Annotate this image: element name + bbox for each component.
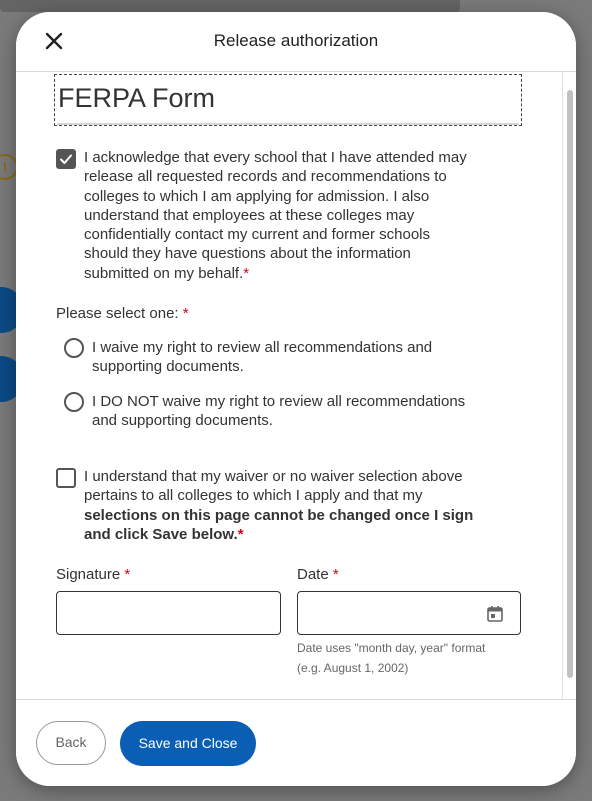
acknowledge-text <box>84 148 554 283</box>
waiver-option-line: I waive my right to review all recommendations and <box>92 339 433 356</box>
acknowledge-line: understand that employees at these colleges may <box>84 206 415 224</box>
acknowledge-line: confidentially contact my current and former schools <box>84 226 430 244</box>
acknowledge-line <box>84 264 554 283</box>
no-waiver-radio[interactable] <box>64 392 84 412</box>
dialog-title: Release authorization <box>213 31 379 50</box>
acknowledge-line: should they have questions about the information <box>84 245 411 263</box>
form-title: FERPA Form <box>58 83 216 113</box>
no-waiver-option-label <box>92 392 552 431</box>
date-label-text: Date <box>297 566 329 583</box>
date-input[interactable] <box>297 591 521 635</box>
waiver-option-label <box>92 338 542 377</box>
signature-label <box>56 566 130 583</box>
waiver-prompt <box>56 305 189 322</box>
dialog-scrollbar[interactable] <box>562 72 576 699</box>
waiver-option-line: supporting documents. <box>92 358 244 376</box>
no-waiver-option-line: and supporting documents. <box>92 412 273 430</box>
dialog-footer <box>16 699 576 786</box>
required-marker: * <box>182 305 189 322</box>
required-marker: * <box>237 525 244 543</box>
dialog-body[interactable] <box>16 72 562 699</box>
waiver-radio[interactable] <box>64 338 84 358</box>
scrollbar-thumb[interactable] <box>567 90 573 678</box>
form-title-box <box>54 74 522 126</box>
understand-checkbox[interactable] <box>56 468 76 488</box>
understand-line: I understand that my waiver or no waiver selection above <box>84 468 463 485</box>
acknowledge-checkbox[interactable] <box>56 149 76 169</box>
release-authorization-dialog <box>16 12 576 786</box>
understand-text <box>84 467 554 544</box>
checkmark-icon <box>59 152 73 166</box>
no-waiver-option-line: I DO NOT waive my right to review all recommendations <box>92 393 466 410</box>
understand-line: pertains to all colleges to which I apply and that my <box>84 487 423 505</box>
required-marker: * <box>332 566 339 583</box>
acknowledge-line: I acknowledge that every school that I have attended may <box>84 149 467 166</box>
understand-line-bold <box>84 525 554 544</box>
date-hint-line: Date uses "month day, year" format <box>297 641 486 655</box>
calendar-icon[interactable] <box>486 605 504 623</box>
acknowledge-line: release all requested records and recommendations to <box>84 168 447 186</box>
date-hint-line: (e.g. August 1, 2002) <box>297 661 409 675</box>
signature-label-text: Signature <box>56 566 121 583</box>
required-marker: * <box>243 264 250 282</box>
signature-input[interactable] <box>56 591 281 635</box>
form-title-underline <box>57 123 519 125</box>
background-heading <box>0 0 460 12</box>
acknowledge-line: colleges to which I am applying for admission. I also <box>84 187 430 205</box>
save-and-close-button[interactable]: Save and Close <box>120 721 256 766</box>
dialog-header <box>16 12 576 72</box>
acknowledge-line-text: submitted on my behalf. <box>84 264 244 282</box>
waiver-prompt-text: Please select one: <box>56 305 179 322</box>
required-marker: * <box>124 566 131 583</box>
understand-line-bold-text: and click Save below. <box>84 525 238 543</box>
background-warning-icon: ! <box>0 154 18 180</box>
back-button[interactable]: Back <box>36 721 106 765</box>
date-format-hint <box>297 638 485 678</box>
understand-line-bold: selections on this page cannot be changed once I sign <box>84 506 474 524</box>
date-label <box>297 566 339 583</box>
